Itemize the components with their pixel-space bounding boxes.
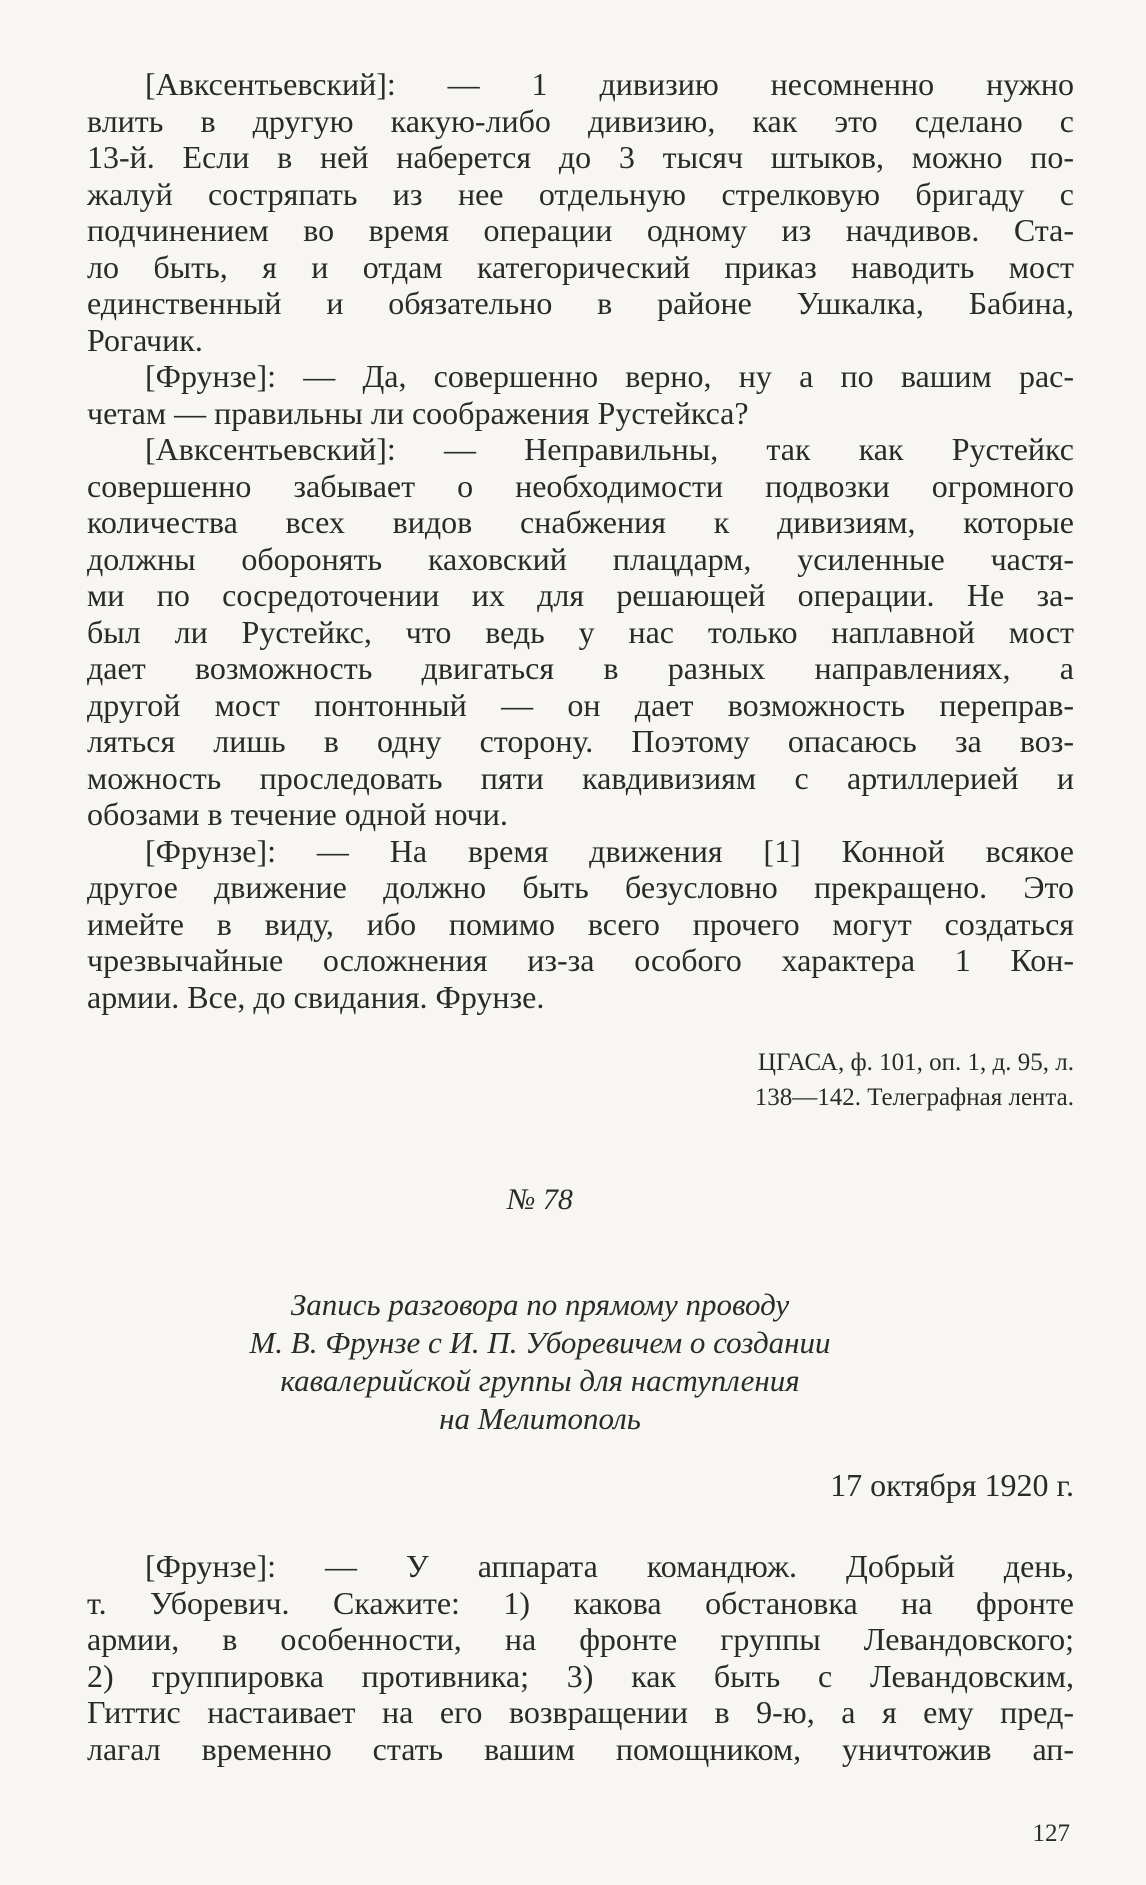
citation-line: ЦГАСА, ф. 101, оп. 1, д. 95, л.	[757, 1049, 1074, 1076]
main-text	[87, 66, 1074, 1015]
text-line: ло быть, я и отдам категорический приказ наводить мост	[87, 248, 1074, 285]
text-line: был ли Рустейкс, что ведь у нас только наплавной мост	[87, 613, 1074, 650]
text-line: 13-й. Если в ней наберется до 3 тысяч штыков, можно по-	[87, 139, 1074, 175]
text-line: армии. Все, до свидания. Фрунзе.	[87, 978, 545, 1015]
document-number: № 78	[507, 1183, 573, 1216]
text-line: лагал временно стать вашим помощником, уничтожив ап-	[87, 1730, 1074, 1767]
text-line: [Фрунзе]: — Да, совершенно верно, ну а по вашим рас-	[145, 358, 1074, 394]
bottom-text	[87, 1548, 1074, 1767]
text-line: 2) группировка противника; 3) как быть с Левандовским,	[87, 1657, 1074, 1694]
text-line: влить в другую какую-либо дивизию, как это сделано с	[87, 102, 1074, 139]
text-line: другое движение должно быть безусловно прекращено. Это	[87, 869, 1074, 905]
text-line: армии, в особенности, на фронте группы Левандовского;	[87, 1621, 1074, 1657]
text-line: Рогачик.	[87, 321, 203, 358]
text-line: т. Уборевич. Скажите: 1) какова обстановка на фронте	[87, 1584, 1074, 1621]
text-line: ми по сосредоточении их для решающей операции. Не за-	[87, 577, 1074, 613]
text-line: обозами в течение одной ночи.	[87, 796, 508, 832]
title-line: Запись разговора по прямому проводу	[290, 1287, 790, 1322]
text-line: [Авксентьевский]: — 1 дивизию несомненно нужно	[145, 66, 1074, 102]
text-line: четам — правильны ли соображения Рустейкса?	[87, 394, 749, 431]
text-line: ляться лишь в одну сторону. Поэтому опасаюсь за воз-	[87, 723, 1074, 759]
text-line: жалуй состряпать из нее отдельную стрелковую бригаду с	[87, 175, 1074, 212]
archive-citation	[755, 1045, 1074, 1115]
text-line: [Авксентьевский]: — Неправильны, так как Рустейкс	[145, 431, 1074, 467]
title-line: кавалерийской группы для наступления	[280, 1363, 800, 1398]
text-line: единственный и обязательно в районе Ушкалка, Бабина,	[87, 285, 1074, 321]
text-line: [Фрунзе]: — У аппарата командюж. Добрый день,	[145, 1548, 1074, 1584]
text-line: чрезвычайные осложнения из-за особого характера 1 Кон-	[87, 942, 1074, 978]
document-title	[0, 1286, 1080, 1438]
page-number: 127	[1032, 1820, 1070, 1847]
text-line: подчинением во время операции одному из начдивов. Ста-	[87, 212, 1074, 248]
text-line: совершенно забывает о необходимости подвозки огромного	[87, 467, 1074, 504]
text-line: можность проследовать пяти кавдивизиям с артиллерией и	[87, 759, 1074, 796]
text-line: количества всех видов снабжения к дивизиям, которые	[87, 504, 1074, 540]
text-line: должны оборонять каховский плацдарм, усиленные частя-	[87, 540, 1074, 577]
document-date: 17 октября 1920 г.	[830, 1467, 1074, 1503]
title-line: на Мелитополь	[439, 1401, 641, 1436]
citation-line: 138—142. Телеграфная лента.	[754, 1084, 1074, 1111]
text-line: [Фрунзе]: — На время движения [1] Конной всякое	[145, 832, 1074, 869]
text-line: другой мост понтонный — он дает возможность переправ-	[87, 686, 1074, 723]
text-line: имейте в виду, ибо помимо всего прочего могут создаться	[87, 905, 1074, 942]
title-line: М. В. Фрунзе с И. П. Уборевичем о создании	[249, 1325, 831, 1360]
text-line: дает возможность двигаться в разных направлениях, а	[87, 650, 1074, 686]
text-line: Гиттис настаивает на его возвращении в 9-ю, а я ему пред-	[87, 1694, 1074, 1730]
